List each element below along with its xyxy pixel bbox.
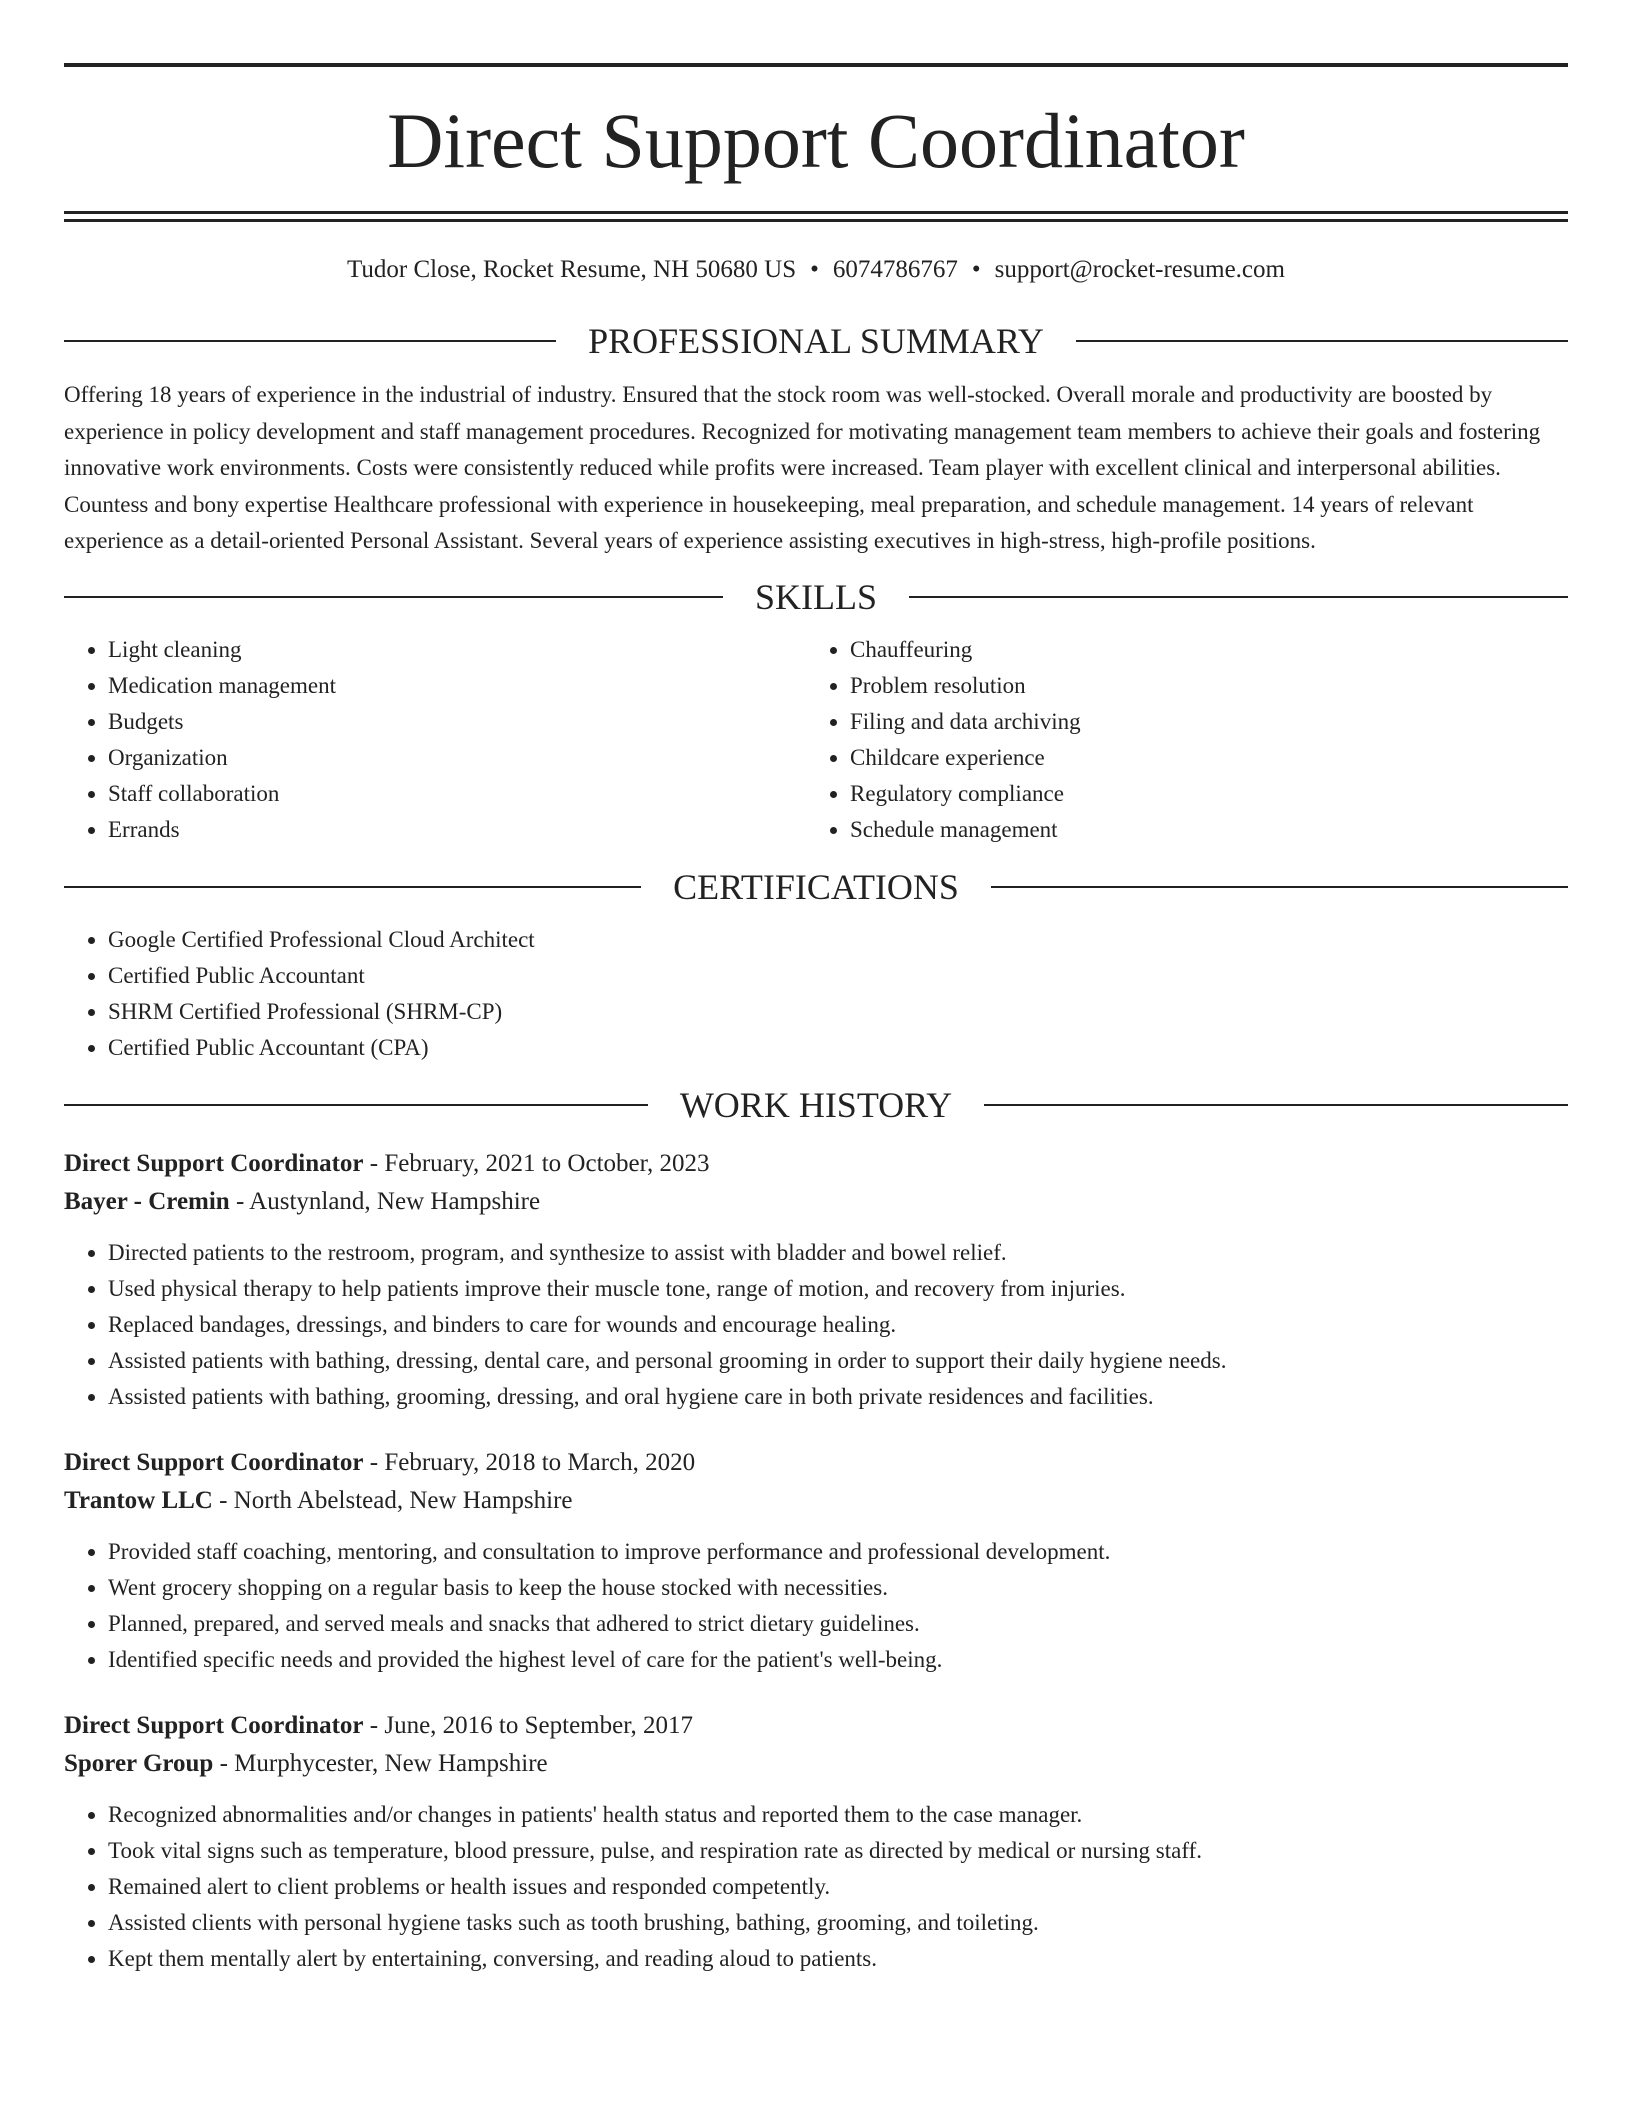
skill-item: • Errands [108,812,806,848]
heading-rule-right [991,886,1568,888]
certification-item: • Google Certified Professional Cloud Architect [108,922,1568,958]
job-title-line [64,1444,1568,1482]
skill-item: • Light cleaning [108,632,806,668]
job-bullet: • Provided staff coaching, mentoring, and consultation to improve performance and professional development. [108,1534,1568,1570]
skills-heading [64,574,1568,620]
contact-separator: • [971,256,981,283]
job-title: Direct Support Coordinator [64,1711,364,1739]
certification-item: • Certified Public Accountant [108,958,1568,994]
job-bullets [64,1235,1568,1415]
job-company: Trantow LLC [64,1486,213,1514]
job-title-line [64,1707,1568,1745]
skill-item: • Childcare experience [850,740,1548,776]
skill-item: • Medication management [108,668,806,704]
job-location: - Austynland, New Hampshire [229,1187,541,1215]
job-bullets [64,1797,1568,1977]
title-double-rule [64,211,1568,222]
job-company: Bayer - Cremin [64,1187,230,1215]
summary-heading-text: PROFESSIONAL SUMMARY [588,321,1044,361]
skill-item: • Organization [108,740,806,776]
work-history-heading [64,1082,1568,1128]
job-entry [64,1145,1568,1415]
heading-rule-left [64,596,723,598]
skill-item: • Budgets [108,704,806,740]
job-bullet: • Remained alert to client problems or health issues and responded competently. [108,1869,1568,1905]
skill-item: • Problem resolution [850,668,1548,704]
top-rule [64,63,1568,67]
job-company-line [64,1183,1568,1221]
job-bullet: • Took vital signs such as temperature, blood pressure, pulse, and respiration rate as directed by medical or nursing staff. [108,1833,1568,1869]
job-title: Direct Support Coordinator [64,1149,364,1177]
job-bullets [64,1534,1568,1678]
heading-rule-right [984,1104,1568,1106]
skills-list-right [806,632,1548,848]
summary-heading [64,318,1568,364]
job-title: Direct Support Coordinator [64,1448,364,1476]
skills-list-left [64,632,806,848]
job-bullet: • Replaced bandages, dressings, and binders to care for wounds and encourage healing. [108,1307,1568,1343]
certification-item: • SHRM Certified Professional (SHRM-CP) [108,994,1568,1030]
job-dates: - June, 2016 to September, 2017 [363,1711,694,1739]
job-bullet: • Assisted clients with personal hygiene tasks such as tooth brushing, bathing, grooming, and toileting. [108,1905,1568,1941]
certification-item: • Certified Public Accountant (CPA) [108,1030,1568,1066]
certifications-heading [64,864,1568,910]
skill-item: • Staff collaboration [108,776,806,812]
job-dates: - February, 2018 to March, 2020 [363,1448,696,1476]
heading-rule-left [64,886,641,888]
job-bullet: • Assisted patients with bathing, grooming, dressing, and oral hygiene care in both private residences and facilities. [108,1379,1568,1415]
job-title-line [64,1145,1568,1183]
job-company-line [64,1482,1568,1520]
job-bullet: • Planned, prepared, and served meals and snacks that adhered to strict dietary guidelines. [108,1606,1568,1642]
heading-rule-right [1076,340,1568,342]
skill-item: • Schedule management [850,812,1548,848]
certifications-list [64,922,1568,1066]
skills-heading-text: SKILLS [755,576,878,617]
resume-title: Direct Support Coordinator [387,97,1245,184]
job-bullet: • Used physical therapy to help patients improve their muscle tone, range of motion, and recovery from injuries. [108,1271,1568,1307]
job-entry [64,1707,1568,1977]
job-dates: - February, 2021 to October, 2023 [363,1149,710,1177]
job-company-line [64,1745,1568,1783]
work-history-heading-text: WORK HISTORY [679,1084,953,1125]
job-bullet: • Recognized abnormalities and/or changes in patients' health status and reported them to the case manager. [108,1797,1568,1833]
skill-item: • Filing and data archiving [850,704,1548,740]
heading-rule-left [64,340,556,342]
contact-line [64,255,1568,285]
job-bullet: • Kept them mentally alert by entertaining, conversing, and reading aloud to patients. [108,1941,1568,1977]
job-location: - Murphycester, New Hampshire [213,1749,548,1777]
job-entry [64,1444,1568,1678]
summary-paragraph: Offering 18 years of experience in the industrial of industry. Ensured that the stock room was well-stocked. Overall morale and productivity are boosted by experience in policy development and staff management procedures. Recognized for motivating management team members to achieve their goals and fostering innovative work environments. Costs were consistently reduced while profits were increased. Team player with excellent clinical and interpersonal abilities. Countess and bony expertise Healthcare professional with experience in housekeeping, meal preparation, and schedule management. 14 years of relevant experience as a detail-oriented Personal Assistant. Several years of experience assisting executives in high-stress, high-profile positions. [64,382,1541,553]
resume-page [64,0,1568,1977]
contact-email: support@rocket-resume.com [994,256,1285,283]
heading-rule-left [64,1104,648,1106]
contact-address: Tudor Close, Rocket Resume, NH 50680 US [347,256,797,283]
contact-phone: 6074786767 [832,256,958,283]
job-location: - North Abelstead, New Hampshire [212,1486,573,1514]
heading-rule-right [909,596,1568,598]
skills-columns [64,632,1568,848]
job-bullet: • Went grocery shopping on a regular basis to keep the house stocked with necessities. [108,1570,1568,1606]
job-company: Sporer Group [64,1749,214,1777]
job-bullet: • Identified specific needs and provided the highest level of care for the patient's well-being. [108,1642,1568,1678]
job-bullet: • Assisted patients with bathing, dressing, dental care, and personal grooming in order to support their daily hygiene needs. [108,1343,1568,1379]
job-bullet: • Directed patients to the restroom, program, and synthesize to assist with bladder and bowel relief. [108,1235,1568,1271]
skill-item: • Chauffeuring [850,632,1548,668]
skill-item: • Regulatory compliance [850,776,1548,812]
certifications-heading-text: CERTIFICATIONS [673,866,959,907]
contact-separator: • [810,256,819,283]
